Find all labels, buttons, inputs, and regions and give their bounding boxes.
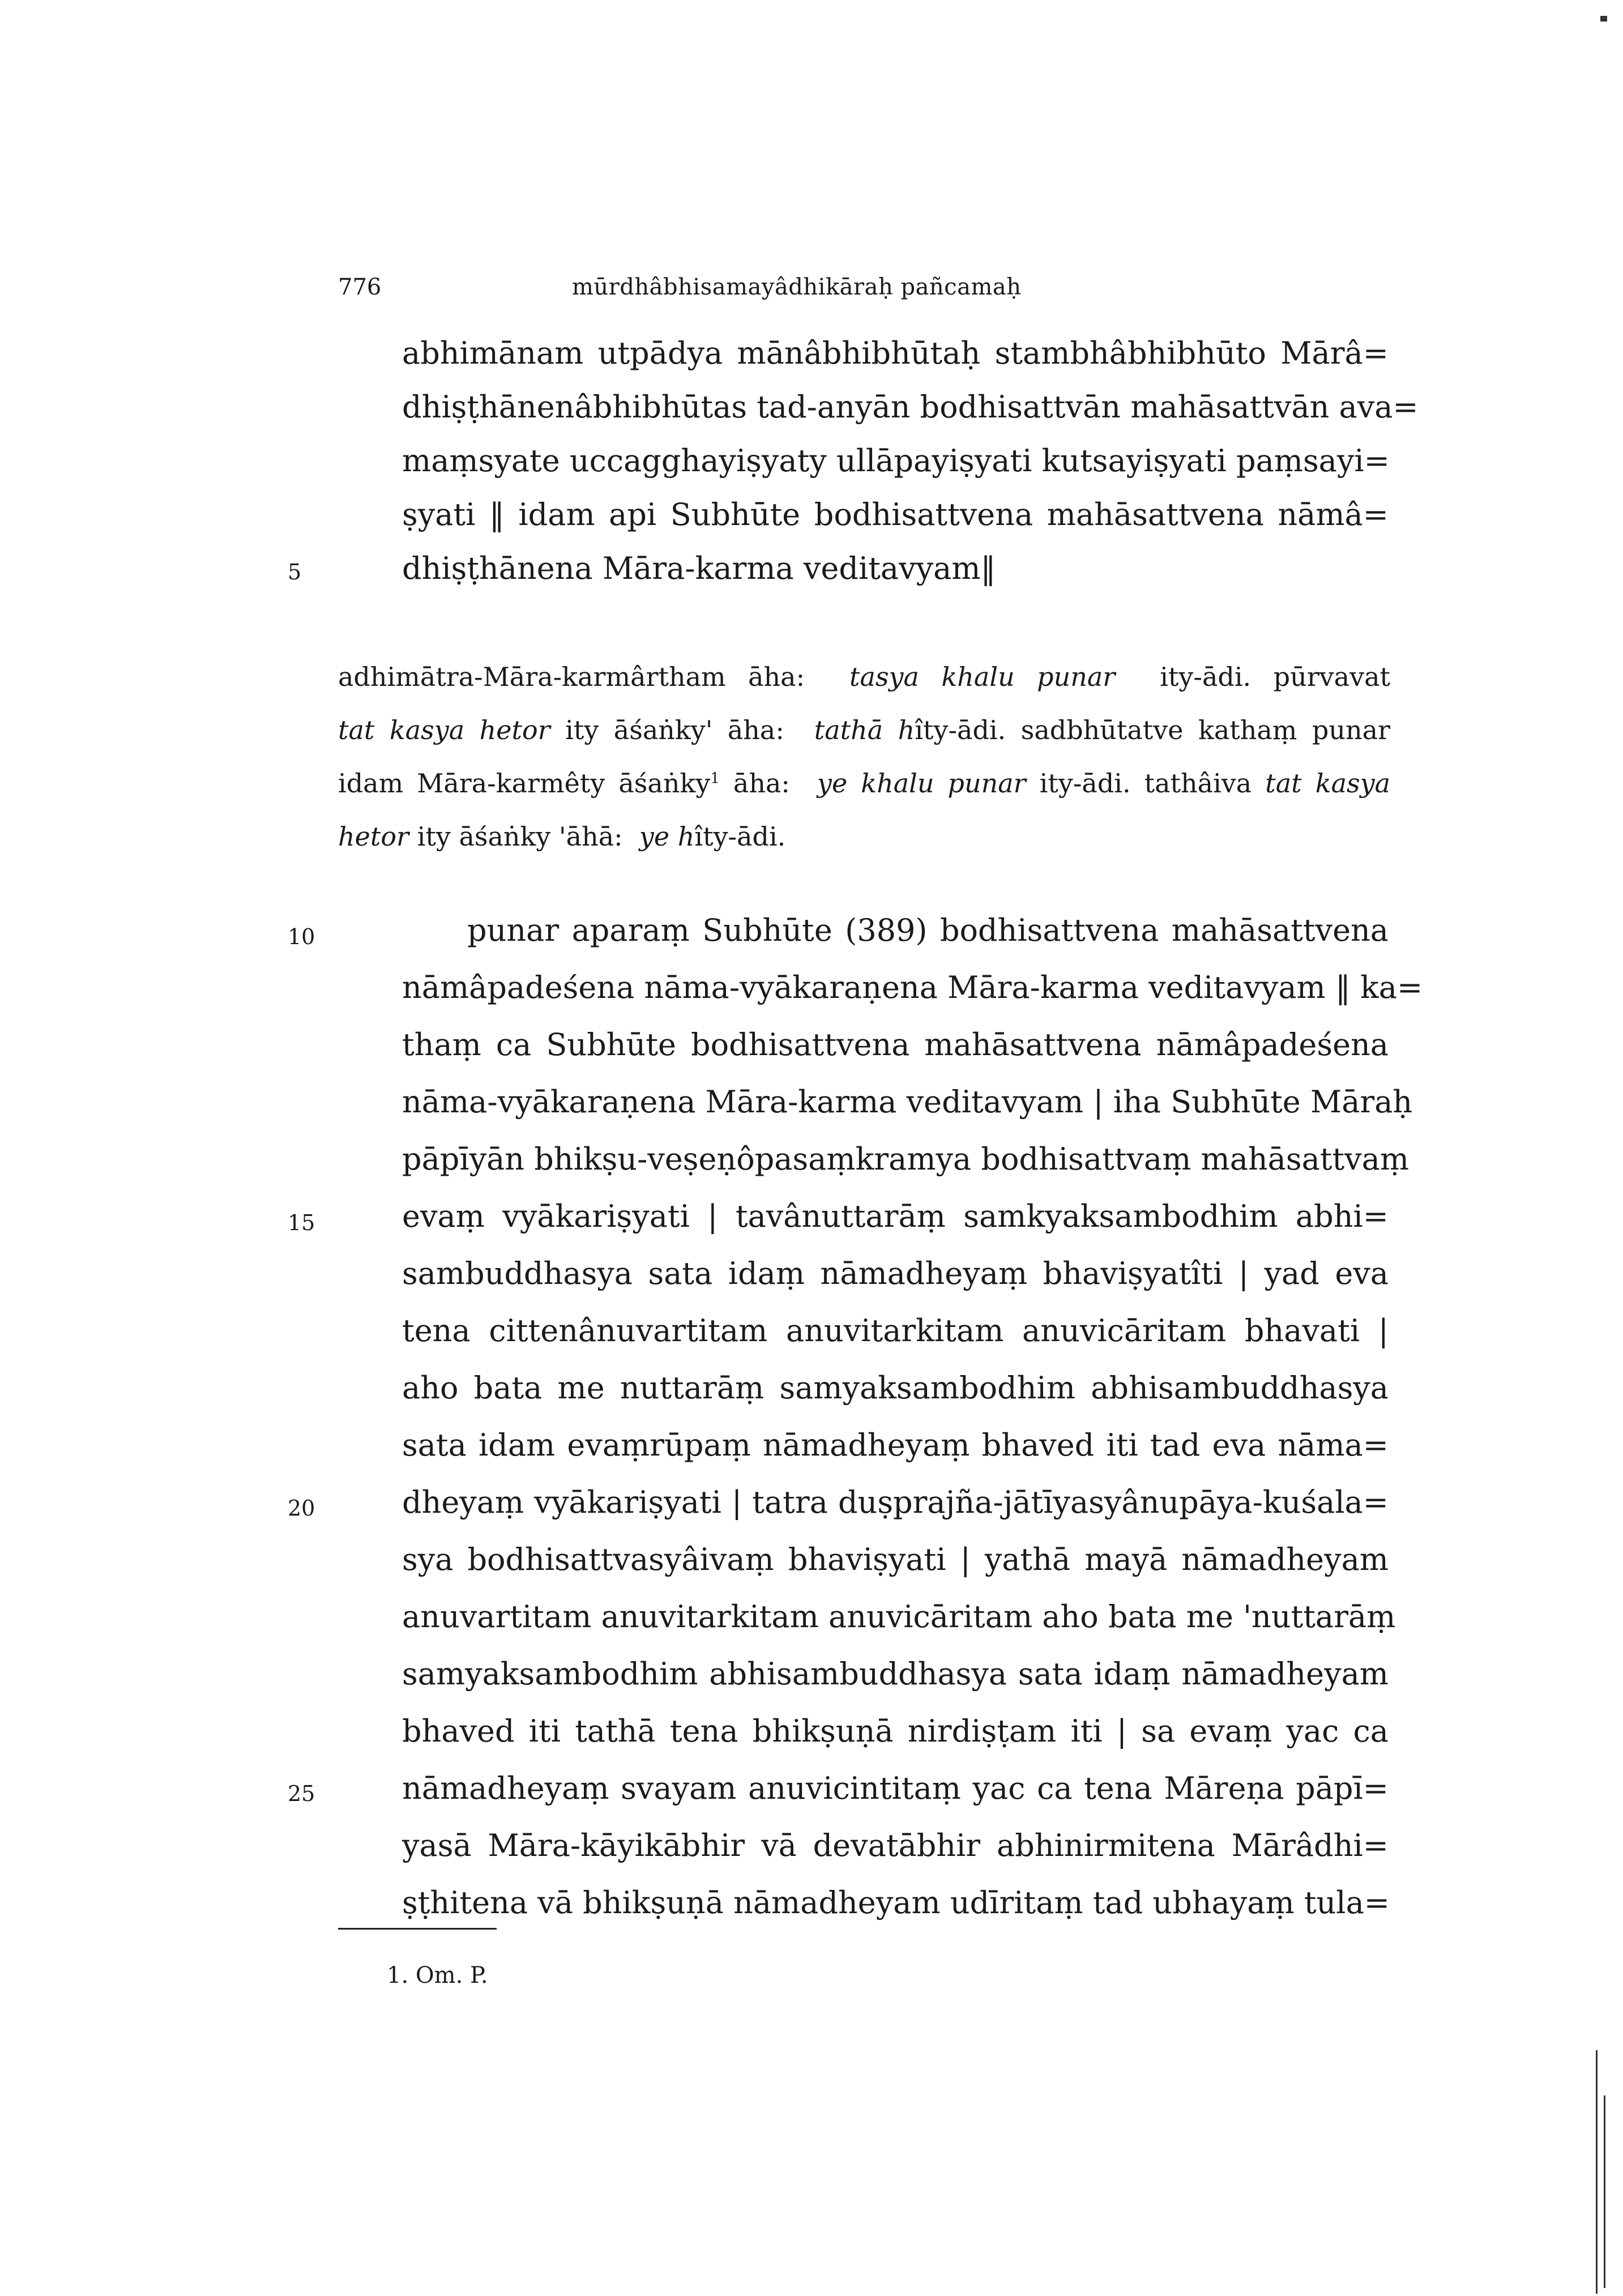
footnote-rule — [338, 1928, 497, 1930]
text-line: ṣyati ‖ idam api Subhūte bodhisattvena mahāsattvena nāmâ= — [402, 497, 1389, 532]
line-number: 5 — [288, 560, 302, 584]
scan-speck — [1600, 16, 1607, 22]
line-number: 15 — [288, 1210, 315, 1235]
text-line: dhiṣṭhānena Māra-karma veditavyam‖ — [402, 550, 996, 586]
scan-edge-line — [1596, 2050, 1598, 2294]
text-line: maṃsyate uccagghayiṣyaty ullāpayiṣyati kutsayiṣyati paṃsayi= — [402, 443, 1390, 479]
text-line: samyaksambodhim abhisambuddhasya sata idaṃ nāmadheyam — [402, 1656, 1389, 1692]
text-line: sata idam evaṃrūpaṃ nāmadheyaṃ bhaved iti tad eva nāma= — [402, 1427, 1389, 1463]
text-line: yasā Māra-kāyikābhir vā devatābhir abhinirmitena Mārâdhi= — [402, 1828, 1389, 1863]
page-number: 776 — [338, 274, 382, 300]
text-line: punar aparaṃ Subhūte (389) bodhisattvena mahāsattvena — [467, 912, 1389, 948]
text-line: thaṃ ca Subhūte bodhisattvena mahāsattvena nāmâpadeśena — [402, 1027, 1389, 1062]
text-line: evaṃ vyākariṣyati | tavânuttarāṃ samkyaksambodhim abhi= — [402, 1198, 1389, 1234]
text-line: dheyaṃ vyākariṣyati | tatra duṣprajña-jātīyasyânupāya-kuśala= — [402, 1484, 1389, 1520]
text-line: ṣṭhitena vā bhikṣuṇā nāmadheyam udīritaṃ tad ubhayaṃ tula= — [402, 1885, 1390, 1921]
text-line: pāpīyān bhikṣu-veṣeṇôpasaṃkramya bodhisattvaṃ mahāsattvaṃ — [402, 1141, 1410, 1177]
text-line: sambuddhasya sata idaṃ nāmadheyaṃ bhaviṣyatîti | yad eva — [402, 1256, 1389, 1291]
text-line: dhiṣṭhānenâbhibhūtas tad-anyān bodhisattvān mahāsattvān ava= — [402, 389, 1419, 425]
footnote-marker: 1 — [710, 770, 720, 787]
text-line: anuvartitam anuvitarkitam anuvicāritam aho bata me 'nuttarāṃ — [402, 1599, 1396, 1634]
running-title: mūrdhâbhisamayâdhikāraḥ pañcamaḥ — [572, 274, 1022, 300]
text-line: abhimānam utpādya mānâbhibhūtaḥ stambhâbhibhūto Mārâ= — [402, 335, 1389, 371]
commentary-line: idam Māra-karmêty āśaṅky$^1$ āha: ye khalu punar ity-ādi. tathâiva tat kasya — [338, 768, 1391, 799]
text-line: nāmâpadeśena nāma-vyākaraṇena Māra-karma veditavyam ‖ ka= — [402, 970, 1423, 1005]
commentary-line: tat kasya hetor ity āśaṅky' āha: tathā hîty-ādi. sadbhūtatve kathaṃ punar — [338, 715, 1390, 745]
line-number: 25 — [288, 1781, 315, 1806]
text-line: nāma-vyākaraṇena Māra-karma veditavyam | iha Subhūte Māraḥ — [402, 1084, 1413, 1120]
text-line: tena cittenânuvartitam anuvitarkitam anuvicāritam bhavati | — [402, 1313, 1389, 1348]
line-number: 10 — [288, 924, 315, 949]
scan-edge-line — [1604, 2096, 1605, 2288]
line-number: 20 — [288, 1496, 315, 1521]
text-line: aho bata me nuttarāṃ samyaksambodhim abhisambuddhasya — [402, 1370, 1389, 1406]
commentary-line: hetor ity āśaṅky 'āhā: ye hîty-ādi. — [338, 821, 786, 852]
text-line: nāmadheyaṃ svayam anuvicintitaṃ yac ca tena Māreṇa pāpī= — [402, 1770, 1389, 1806]
commentary-line: adhimātra-Māra-karmârtham āha: tasya khalu punar ity-ādi. pūrvavat — [338, 662, 1390, 692]
footnote: 1. Om. P. — [387, 1962, 488, 1988]
text-line: bhaved iti tathā tena bhikṣuṇā nirdiṣṭam iti | sa evaṃ yac ca — [402, 1713, 1389, 1749]
text-line: sya bodhisattvasyâivaṃ bhaviṣyati | yathā mayā nāmadheyam — [402, 1542, 1389, 1577]
